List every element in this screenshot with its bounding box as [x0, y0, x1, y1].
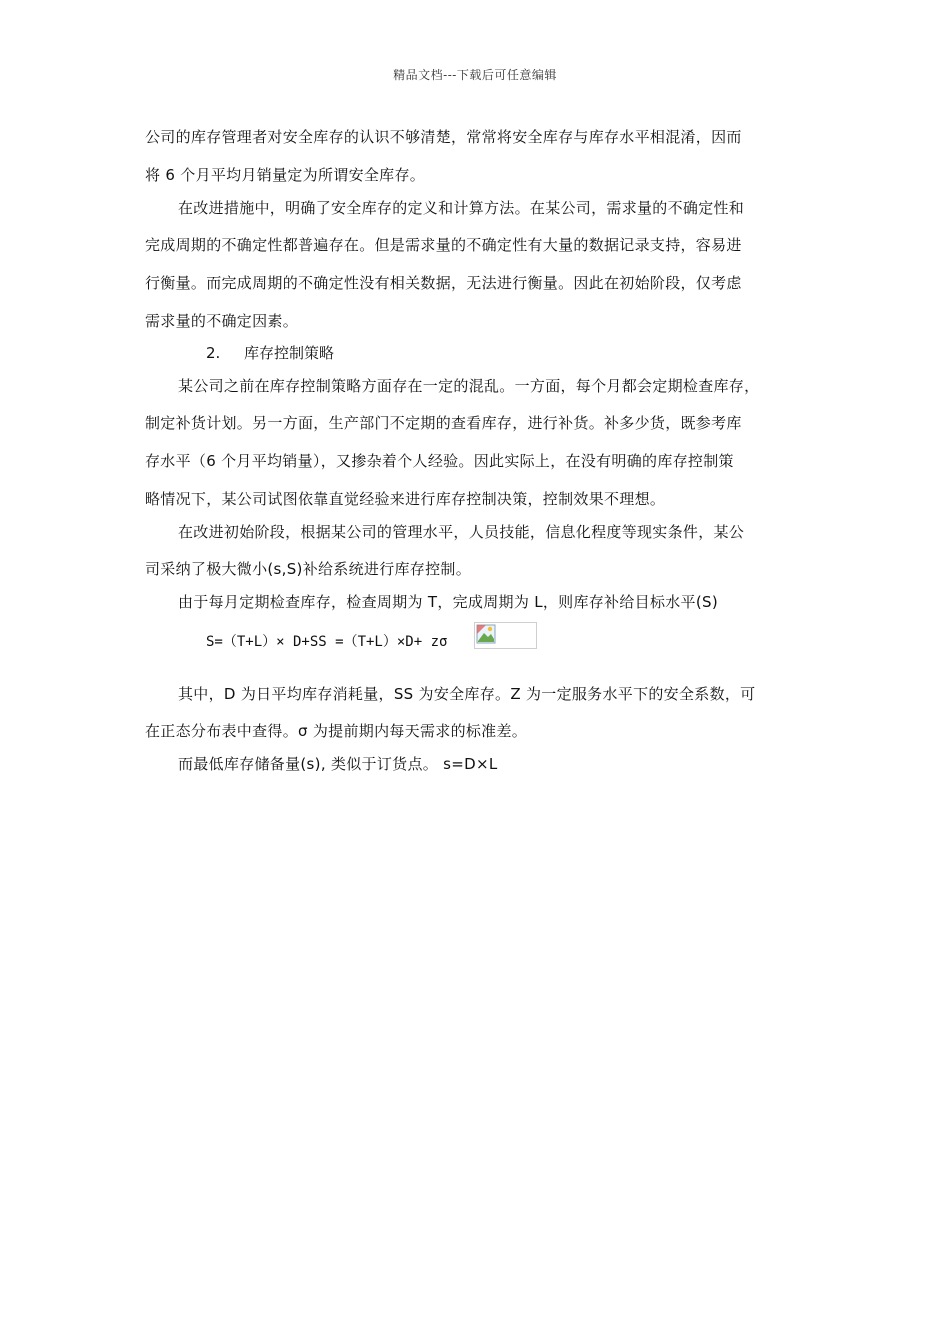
section-title: 库存控制策略: [244, 344, 335, 362]
section-heading: [206, 343, 334, 363]
paragraph-line: 存水平（6 个月平均销量），又掺杂着个人经验。因此实际上，在没有明确的库存控制策: [145, 452, 734, 470]
paragraph-line: 而最低库存储备量(s), 类似于订货点。 s=D×L: [178, 755, 498, 773]
paragraph-line: 略情况下，某公司试图依靠直觉经验来进行库存控制决策，控制效果不理想。: [145, 490, 666, 508]
page-header: 精品文档---下载后可任意编辑: [393, 68, 557, 82]
paragraph-line: 某公司之前在库存控制策略方面存在一定的混乱。一方面，每个月都会定期检查库存，: [178, 377, 760, 395]
formula-line: S=（T+L）× D+SS =（T+L）×D+ zσ: [206, 634, 448, 650]
paragraph-line: 将 6 个月平均月销量定为所谓安全库存。: [145, 166, 426, 184]
paragraph-line: 在正态分布表中查得。σ 为提前期内每天需求的标准差。: [145, 722, 528, 740]
paragraph-line: 需求量的不确定因素。: [145, 312, 299, 330]
paragraph-line: 其中，D 为日平均库存消耗量，SS 为安全库存。Z 为一定服务水平下的安全系数，可: [178, 685, 756, 703]
paragraph-line: 由于每月定期检查库存，检查周期为 T，完成周期为 L，则库存补给目标水平(S): [178, 593, 718, 611]
paragraph-line: 行衡量。而完成周期的不确定性没有相关数据，无法进行衡量。因此在初始阶段，仅考虑: [145, 274, 742, 292]
section-number: 2.: [206, 344, 221, 362]
broken-image-icon: [474, 622, 537, 649]
paragraph-line: 完成周期的不确定性都普遍存在。但是需求量的不确定性有大量的数据记录支持，容易进: [145, 236, 742, 254]
paragraph-line: 在改进初始阶段，根据某公司的管理水平，人员技能，信息化程度等现实条件，某公: [178, 523, 745, 541]
paragraph-line: 司采纳了极大微小(s,S)补给系统进行库存控制。: [145, 560, 472, 578]
paragraph-line: 公司的库存管理者对安全库存的认识不够清楚，常常将安全库存与库存水平相混淆，因而: [145, 128, 742, 146]
paragraph-line: 制定补货计划。另一方面，生产部门不定期的查看库存，进行补货。补多少货，既参考库: [145, 414, 742, 432]
paragraph-line: 在改进措施中，明确了安全库存的定义和计算方法。在某公司，需求量的不确定性和: [178, 199, 745, 217]
